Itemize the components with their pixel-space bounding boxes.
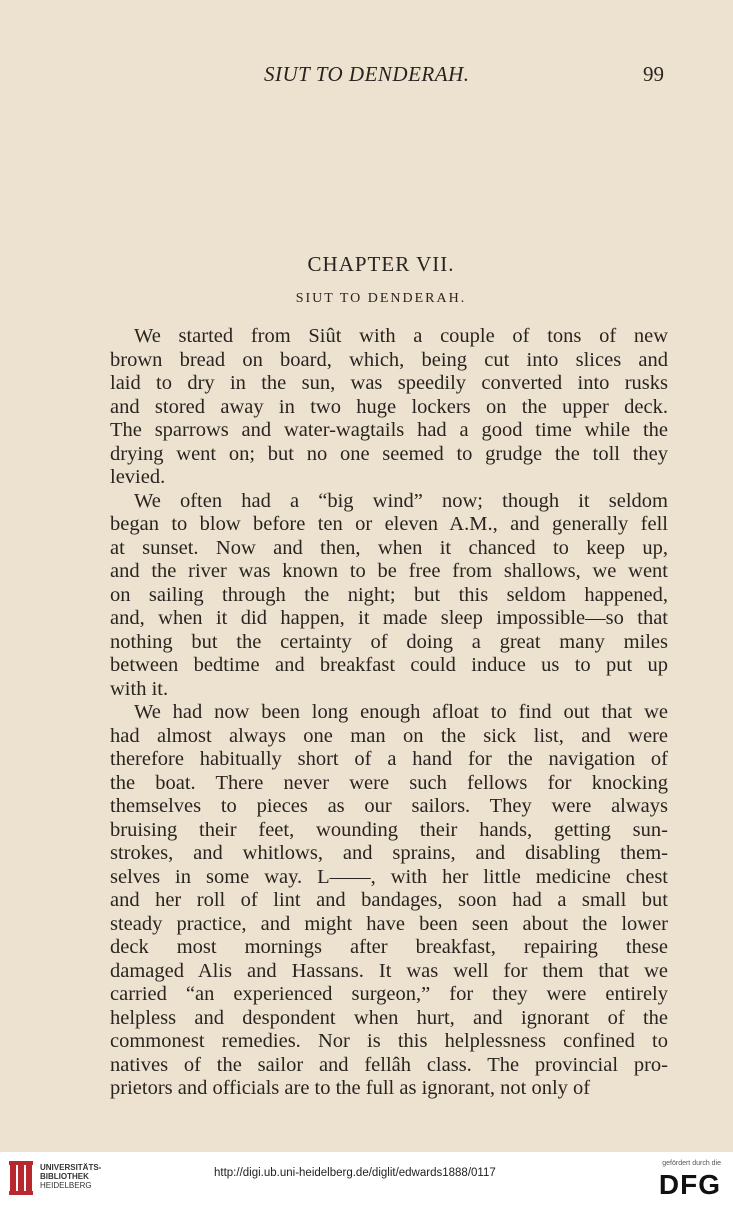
text-line: prietors and officials are to the full as ignorant, not only of: [110, 1077, 591, 1099]
text-line: therefore habitually short of a hand for the navigation of: [110, 748, 668, 770]
text-line: carried “an experienced surgeon,” for they were entirely: [110, 983, 668, 1005]
digitization-footer: [0, 1152, 733, 1206]
text-line: The sparrows and water-wagtails had a good time while the: [110, 419, 668, 441]
body-text: [110, 325, 668, 1101]
running-head-title: SIUT TO DENDERAH.: [264, 62, 470, 86]
library-logo-icon: [8, 1160, 34, 1196]
text-line: levied.: [110, 466, 166, 488]
chapter-subtitle: SIUT TO DENDERAH.: [295, 291, 467, 306]
chapter-title: CHAPTER VII.: [307, 252, 455, 276]
text-line: helpless and despondent when hurt, and ignorant of the: [110, 1006, 668, 1029]
library-name-line-3: HEIDELBERG: [40, 1181, 92, 1190]
text-line: bruising their feet, wounding their hands, getting sun-: [110, 818, 668, 841]
sponsor-logo: DFG: [658, 1169, 721, 1200]
text-line: steady practice, and might have been seen about the lower: [110, 912, 668, 935]
text-line: had almost always one man on the sick list, and were: [110, 724, 668, 747]
text-line: and, when it did happen, it made sleep impossible—so that: [110, 607, 668, 629]
text-line: between bedtime and breakfast could induce us to put up: [110, 654, 668, 676]
text-line: and her roll of lint and bandages, soon had a small but: [110, 889, 668, 911]
sponsor-label: gefördert durch die: [662, 1160, 721, 1167]
text-line: with it.: [110, 677, 169, 700]
text-line: commonest remedies. Nor is this helplessness confined to: [110, 1030, 668, 1052]
text-line: damaged Alis and Hassans. It was well for them that we: [110, 959, 668, 982]
text-line: natives of the sailor and fellâh class. The provincial pro-: [110, 1053, 668, 1076]
library-name-line-2: BIBLIOTHEK: [40, 1172, 89, 1181]
library-name-line-1: UNIVERSITÄTS-: [40, 1163, 102, 1172]
text-line: began to blow before ten or eleven A.M., and generally fell: [110, 513, 668, 535]
text-line: the boat. There never were such fellows for knocking: [110, 771, 668, 794]
text-line: selves in some way. L——, with her little medicine chest: [110, 865, 668, 888]
text-line: on sailing through the night; but this seldom happened,: [110, 583, 668, 606]
text-line: We had now been long enough afloat to find out that we: [134, 701, 668, 723]
text-line: and the river was known to be free from shallows, we went: [110, 560, 668, 582]
text-line: nothing but the certainty of doing a great many miles: [110, 630, 668, 653]
permalink-url[interactable]: http://digi.ub.uni-heidelberg.de/diglit/edwards1888/0117: [214, 1167, 496, 1179]
library-name: [40, 1163, 101, 1190]
text-line: brown bread on board, which, being cut into slices and: [110, 348, 668, 371]
text-line: We often had a “big wind” now; though it seldom: [134, 489, 668, 512]
text-line: and stored away in two huge lockers on the upper deck.: [110, 395, 668, 418]
text-line: at sunset. Now and then, when it chanced to keep up,: [110, 536, 668, 559]
text-line: We started from Siût with a couple of tons of new: [134, 325, 668, 347]
text-line: laid to dry in the sun, was speedily converted into rusks: [110, 372, 668, 394]
text-line: themselves to pieces as our sailors. They were always: [110, 795, 668, 817]
text-line: deck most mornings after breakfast, repairing these: [110, 936, 668, 958]
page-number: 99: [643, 62, 664, 86]
text-line: drying went on; but no one seemed to grudge the toll they: [110, 442, 668, 465]
text-line: strokes, and whitlows, and sprains, and disabling them-: [110, 842, 668, 864]
